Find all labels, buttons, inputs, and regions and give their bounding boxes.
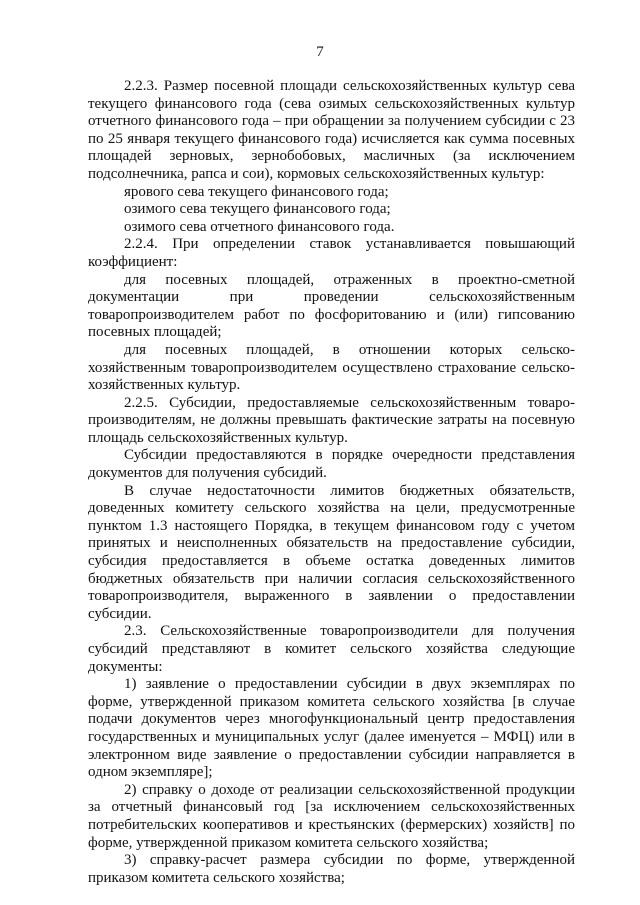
paragraph-order-of-submission: Субсидии предоставляются в порядке очередности представления документов для получения субсидий. — [88, 447, 575, 482]
paragraph-insufficient-limits: В случае недостаточности лимитов бюджетных обязательств, доведенных комитету сельского хозяйства на цели, предусмотренные пунктом 1.3 настоящего Порядка, в текущем финансовом году с учетом принятых и неисполненных обязательств на предоставление субсидии, субсидия предоставляется в объеме остатка доведенных лимитов бюджетных обязательств при наличии согласия сельскохозяйственного товаропроизводителя, выраженного в заявлении о предоставлении субсидии. — [88, 482, 575, 622]
paragraph-spring-sowing: ярового сева текущего финансового года; — [124, 183, 389, 200]
paragraph-2-2-3: 2.2.3. Размер посевной площади сельскохозяйственных культур сева текущего финансового года (сева озимых сельскохозяйственных культур отчетного финансового года – при обращении за получением субсидии с 23 по 25 января текущего финансового года) исчисляется как сумма посевных площадей зерновых, зернобобовых, масличных (за исключением подсолнечника, рапса и сои), кормовых сельскохозяйственных культур: — [88, 78, 575, 182]
paragraph-2-3: 2.3. Сельскохозяйственные товаропроизводители для получения субсидий представляют в комитет сельского хозяйства следующие документы: — [88, 623, 575, 675]
page-number: 7 — [316, 44, 324, 60]
paragraph-item-2-income-certificate: 2) справку о доходе от реализации сельскохозяйственной продукции за отчетный финансовый год [за исключением сельскохозяйственных потребительских кооперативов и крестьянских (фермерских) хозяйств] по форме, утвержденной приказом комитета сельского хозяйства; — [88, 781, 575, 851]
paragraph-insurance: для посевных площадей, в отношении которых сельско-хозяйственным товаропроизводителем осуществлено страхование сельско-хозяйственных культур. — [88, 341, 575, 394]
paragraph-2-2-5: 2.2.5. Субсидии, предоставляемые сельскохозяйственным товаро-производителям, не должны превышать фактические затраты на посевную площадь сельскохозяйственных культур. — [88, 394, 575, 446]
paragraph-item-1-application: 1) заявление о предоставлении субсидии в двух экземплярах по форме, утвержденной приказом комитета сельского хозяйства [в случае подачи документов через многофункциональный центр предоставления государственных и муниципальных услуг (далее именуется – МФЦ) или в электронном виде заявление о предоставлении субсидии направляется в одном экземпляре]; — [88, 676, 575, 781]
paragraph-phosphoritization: для посевных площадей, отраженных в проектно-сметной документации при проведении сельскохозяйственным товаропроизводителем работ по фосфоритованию и (или) гипсованию посевных площадей; — [88, 271, 575, 341]
paragraph-winter-sowing-reporting: озимого сева отчетного финансового года. — [124, 218, 395, 235]
paragraph-2-2-4: 2.2.4. При определении ставок устанавливается повышающий коэффициент: — [88, 236, 575, 270]
document-body — [88, 78, 575, 887]
paragraph-item-3-calculation: 3) справку-расчет размера субсидии по форме, утвержденной приказом комитета сельского хозяйства; — [88, 852, 575, 886]
paragraph-winter-sowing-current: озимого сева текущего финансового года; — [124, 201, 391, 218]
